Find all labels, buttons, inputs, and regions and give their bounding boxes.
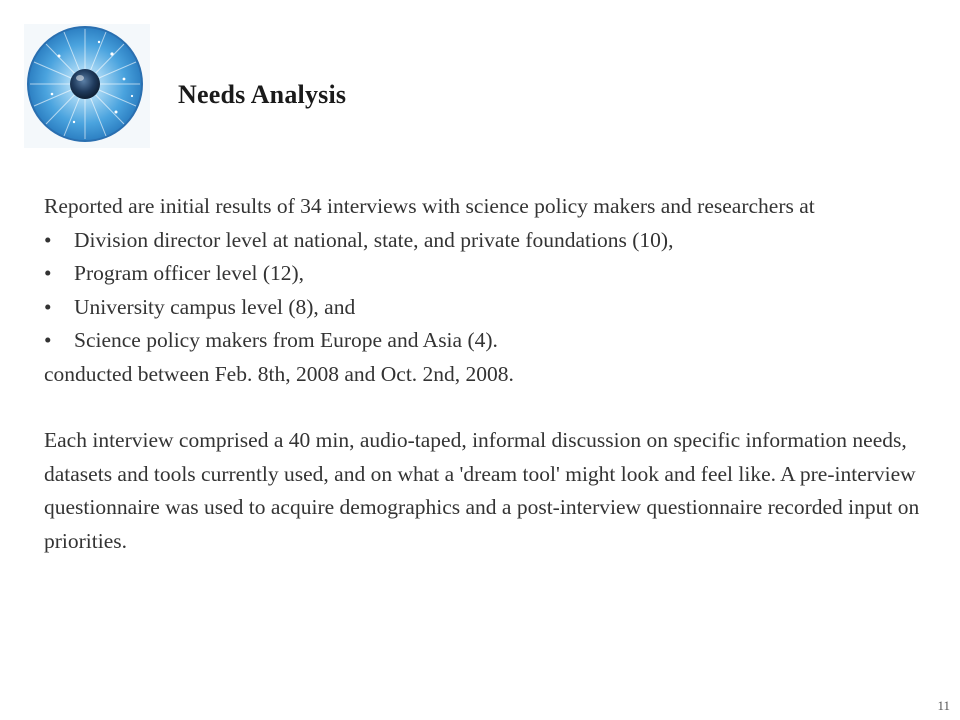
page-number: 11 <box>937 698 950 713</box>
bullet-icon: • <box>44 261 52 285</box>
slide-body <box>44 190 924 558</box>
slide-title: Needs Analysis <box>178 80 347 109</box>
eye-logo-icon <box>24 24 150 148</box>
list-item <box>44 224 924 258</box>
conducted-text: conducted between Feb. 8th, 2008 and Oct. 2nd, 2008. <box>44 361 514 386</box>
list-item-text: Division director level at national, state, and private foundations (10), <box>74 227 674 252</box>
bullet-list <box>44 224 924 358</box>
list-item <box>44 324 924 358</box>
bullet-icon: • <box>44 328 52 352</box>
interview-description: Each interview comprised a 40 min, audio-taped, informal discussion on specific information needs, datasets and tools currently used, and on what a 'dream tool' might look and feel like. A pre-interview questionnaire was used to acquire demographics and a post-interview questionnaire recorded input on priorities. <box>44 428 920 553</box>
list-item <box>44 291 924 325</box>
list-item-text: University campus level (8), and <box>74 294 356 319</box>
list-item-text: Science policy makers from Europe and Asia (4). <box>74 328 498 352</box>
list-item <box>44 257 924 291</box>
intro-text: Reported are initial results of 34 interviews with science policy makers and researchers at <box>44 194 815 218</box>
bullet-icon: • <box>44 227 52 252</box>
list-item-text: Program officer level (12), <box>74 261 305 285</box>
bullet-icon: • <box>44 294 52 319</box>
paragraph-spacer <box>44 391 924 424</box>
